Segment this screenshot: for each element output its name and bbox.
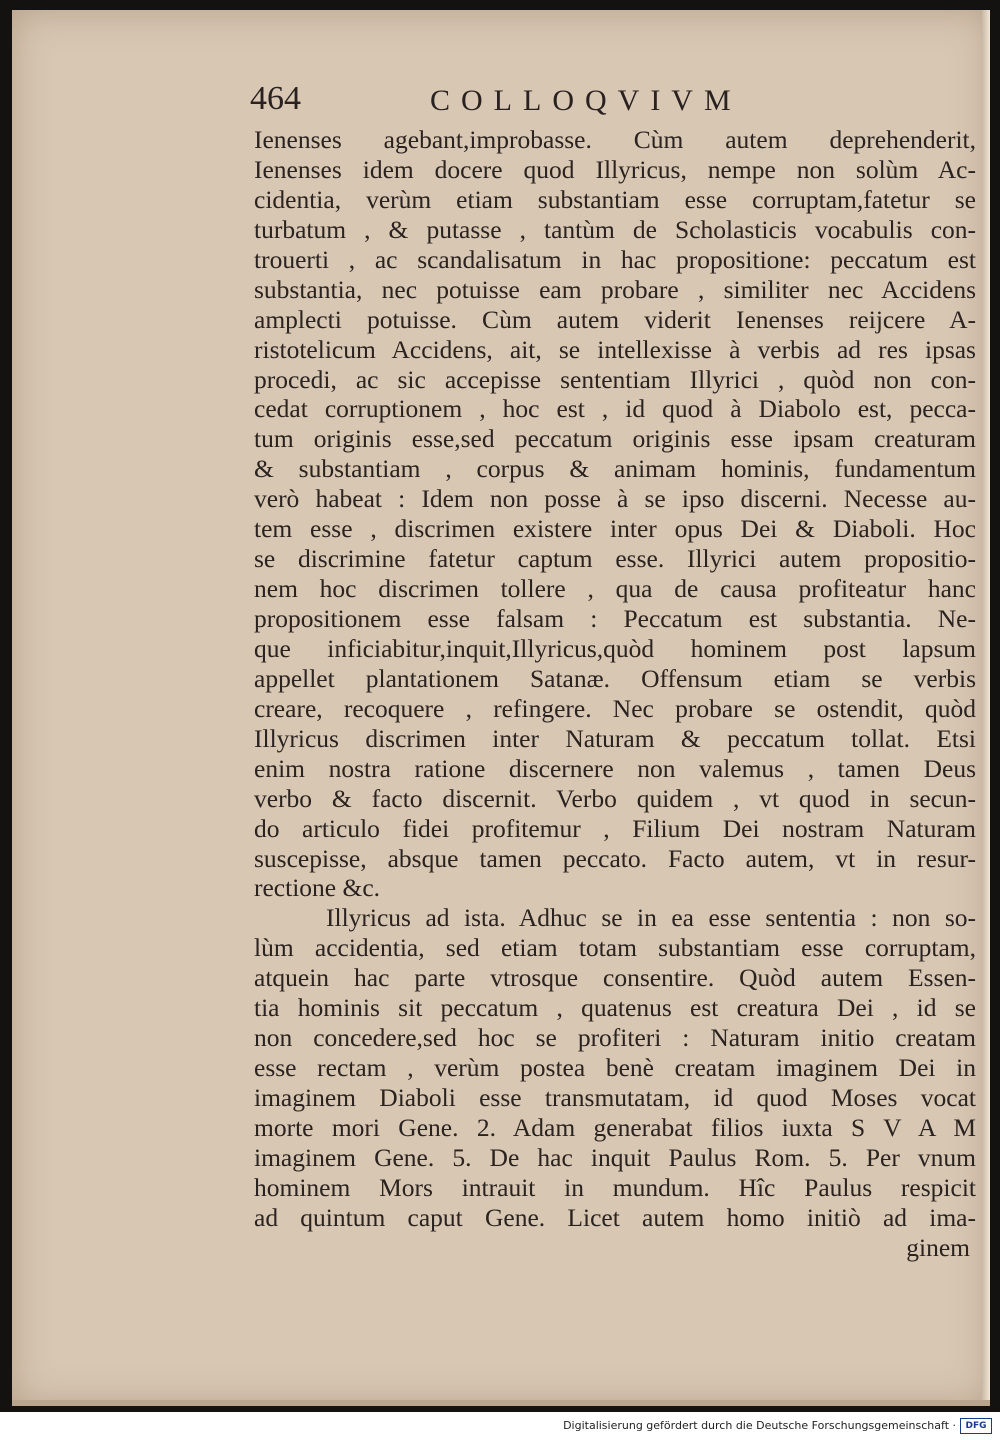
text-line: & substantiam , corpus & animam hominis, fundamentum (254, 454, 976, 484)
text-line: appellet plantationem Satanæ. Offensum etiam se verbis (254, 663, 976, 693)
footer-bar (0, 1412, 1000, 1440)
book-page (12, 10, 990, 1406)
text-line: imaginem Gene. 5. De hac inquit Paulus Rom. 5. Per vnum (254, 1142, 976, 1172)
text-line: ad quintum caput Gene. Licet autem homo initiò ad ima- (254, 1202, 976, 1232)
text-line: ristotelicum Accidens, ait, se intellexisse à verbis ad res ipsas (254, 334, 976, 364)
text-line: creare, recoquere , refingere. Nec probare se ostendit, quòd (254, 693, 976, 723)
text-line: verò habeat : Idem non posse à se ipso discerni. Necesse au- (254, 484, 976, 514)
text-line: Illyricus discrimen inter Naturam & peccatum tollat. Etsi (254, 723, 976, 753)
text-line: Ienenses idem docere quod Illyricus, nempe non solùm Ac- (254, 154, 976, 184)
page-bottom-edge (12, 1400, 990, 1406)
text-line: trouerti , ac scandalisatum in hac propositione: peccatum est (254, 244, 976, 274)
text-line: tum originis esse,sed peccatum originis esse ipsam creaturam (254, 424, 976, 454)
text-line: morte mori Gene. 2. Adam generabat filios iuxta S V A M (254, 1112, 976, 1142)
page-edge (982, 10, 990, 1406)
text-line: do articulo fidei profitemur , Filium Dei nostram Naturam (254, 813, 976, 843)
page-number: 464 (250, 80, 301, 117)
text-line: rectione &c. (254, 873, 381, 903)
text-line: tem esse , discrimen existere inter opus Dei & Diaboli. Hoc (254, 514, 976, 544)
text-line: turbatum , & putasse , tantùm de Scholasticis vocabulis con- (254, 214, 976, 244)
running-title: COLLOQVIVM (430, 84, 742, 117)
text-line: se discrimine fatetur captum esse. Illyrici autem propositio- (254, 544, 976, 574)
text-line: lùm accidentia, sed etiam totam substantiam esse corruptam, (254, 933, 976, 963)
body-text (254, 125, 976, 1263)
text-line: enim nostra ratione discernere non valemus , tamen Deus (254, 753, 976, 783)
text-line: cidentia, verùm etiam substantiam esse corruptam,fatetur se (254, 184, 976, 214)
dfg-logo: DFG (960, 1418, 992, 1434)
catchword: ginem (906, 1232, 970, 1262)
text-line: procedi, ac sic accepisse sententiam Illyrici , quòd non con- (254, 364, 976, 394)
page-header (12, 74, 990, 124)
text-line: substantia, nec potuisse eam probare , similiter nec Accidens (254, 274, 976, 304)
catchword-row (254, 1233, 976, 1263)
text-line: propositionem esse falsam : Peccatum est substantia. Ne- (254, 604, 976, 633)
text-line: nem hoc discrimen tollere , qua de causa profiteatur hanc (254, 574, 976, 604)
text-line: suscepisse, absque tamen peccato. Facto autem, vt in resur- (254, 843, 976, 873)
text-line: amplecti potuisse. Cùm autem viderit Ienenses reijcere A- (254, 304, 976, 334)
text-line: cedat corruptionem , hoc est , id quod à Diabolo est, pecca- (254, 394, 976, 424)
text-line: hominem Mors intrauit in mundum. Hîc Paulus respicit (254, 1172, 976, 1202)
text-line: verbo & facto discernit. Verbo quidem , vt quod in secun- (254, 783, 976, 813)
text-line: Ienenses agebant,improbasse. Cùm autem deprehenderit, (254, 125, 976, 154)
text-line: que inficiabitur,inquit,Illyricus,quòd hominem post lapsum (254, 633, 976, 663)
text-line: atquein hac parte vtrosque consentire. Quòd autem Essen- (254, 963, 976, 993)
funding-credit: Digitalisierung gefördert durch die Deutsche Forschungsgemeinschaft · (563, 1419, 956, 1432)
text-line: Illyricus ad ista. Adhuc se in ea esse sententia : non so- (326, 903, 976, 933)
text-line: tia hominis sit peccatum , quatenus est creatura Dei , id se (254, 993, 976, 1023)
text-line: esse rectam , verùm postea benè creatam imaginem Dei in (254, 1053, 976, 1083)
text-line: imaginem Diaboli esse transmutatam, id quod Moses vocat (254, 1083, 976, 1112)
text-line: non concedere,sed hoc se profiteri : Naturam initio creatam (254, 1023, 976, 1053)
